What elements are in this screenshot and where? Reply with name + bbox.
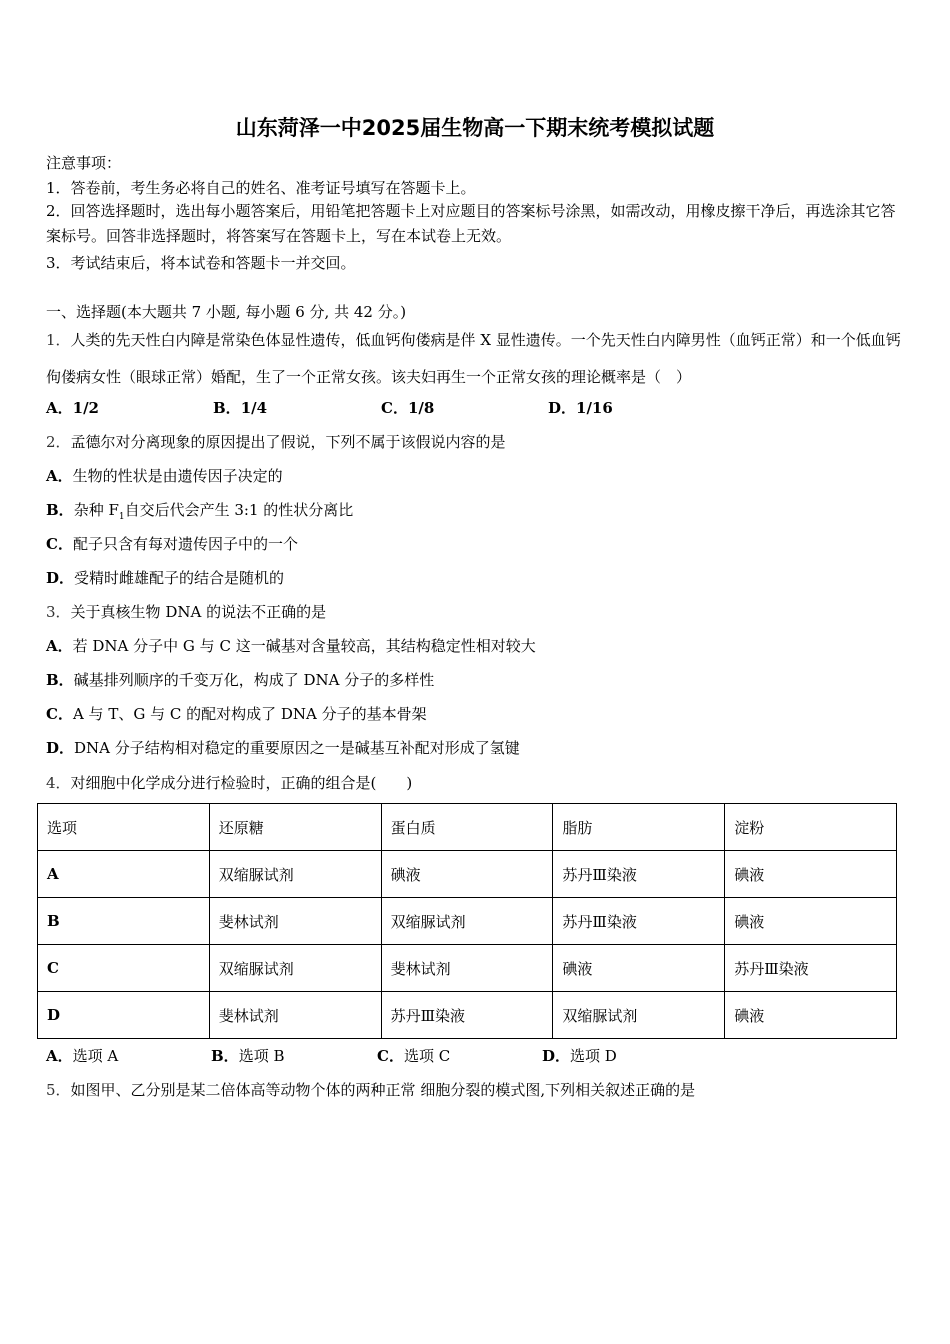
table-cell: 苏丹Ⅲ染液 xyxy=(381,992,553,1039)
table-row xyxy=(38,898,897,945)
table-cell: 碘液 xyxy=(381,851,553,898)
table-cell: 碘液 xyxy=(553,945,725,992)
notice-item-2: 2．回答选择题时，选出每小题答案后，用铅笔把答题卡上对应题目的答案标号涂黑，如需改动，用橡皮擦干净后，再选涂其它答案标号。回答非选择题时，将答案写在答题卡上，写在本试卷上无效。 xyxy=(46,202,896,245)
q4-option-b[interactable]: B．选项 B xyxy=(211,1047,285,1065)
q2-option-b[interactable]: B．杂种 $F_1$自交后代会产生 3:1 的性状分离比 xyxy=(46,501,354,522)
table-cell: 双缩脲试剂 xyxy=(209,945,381,992)
table-header-cell: 蛋白质 xyxy=(381,804,553,851)
question-number: 3． xyxy=(46,603,71,621)
table-row xyxy=(38,851,897,898)
table-cell: 苏丹Ⅲ染液 xyxy=(553,898,725,945)
table-cell: 碘液 xyxy=(725,898,897,945)
q4-option-d[interactable]: D．选项 D xyxy=(542,1047,617,1065)
q4-option-c[interactable]: C．选项 C xyxy=(377,1047,451,1065)
q2-option-d[interactable]: D．受精时雌雄配子的结合是随机的 xyxy=(46,569,285,587)
question-5 xyxy=(46,1080,695,1100)
table-cell: B xyxy=(38,898,210,945)
notice-item-3: 3．考试结束后，将本试卷和答题卡一并交回。 xyxy=(46,254,356,272)
q1-option-d[interactable]: D．1/16 xyxy=(548,399,613,417)
q4-option-a[interactable]: A．选项 A xyxy=(46,1047,119,1065)
table-cell: 斐林试剂 xyxy=(209,992,381,1039)
table-cell: 斐林试剂 xyxy=(381,945,553,992)
table-row xyxy=(38,945,897,992)
section-heading: 一、选择题(本大题共 7 小题, 每小题 6 分, 共 42 分。) xyxy=(46,303,407,321)
notice-item-1: 1．答卷前，考生务必将自己的姓名、准考证号填写在答题卡上。 xyxy=(46,179,476,197)
table-header-cell: 还原糖 xyxy=(209,804,381,851)
question-text: 孟德尔对分离现象的原因提出了假说，下列不属于该假说内容的是 xyxy=(70,433,506,451)
question-text: 如图甲、乙分别是某二倍体高等动物个体的两种正常 细胞分裂的模式图,下列相关叙述正确的是 xyxy=(70,1081,696,1099)
table-cell: D xyxy=(38,992,210,1039)
table-row xyxy=(38,992,897,1039)
table-cell: 苏丹Ⅲ染液 xyxy=(725,945,897,992)
table-cell: C xyxy=(38,945,210,992)
q3-option-a[interactable]: A．若 DNA 分子中 G 与 C 这一碱基对含量较高，其结构稳定性相对较大 xyxy=(46,637,536,655)
question-number: 5． xyxy=(46,1081,71,1099)
question-number: 4． xyxy=(46,774,71,792)
table-cell: 双缩脲试剂 xyxy=(209,851,381,898)
table-header-cell: 脂肪 xyxy=(553,804,725,851)
question-number: 1． xyxy=(46,331,71,349)
question-4 xyxy=(46,773,412,793)
question-text: 关于真核生物 DNA 的说法不正确的是 xyxy=(70,603,327,621)
question-text: 人类的先天性白内障是常染色体显性遗传，低血钙佝偻病是伴 X 显性遗传。一个先天性白内障男性（血钙正常）和一个低血钙佝偻病女性（眼球正常）婚配，生了一个正常女孩。该夫妇再生一个正常女孩的理论概率是（ ） xyxy=(46,331,901,386)
page-title: 山东菏泽一中2025届生物高一下期末统考模拟试题 xyxy=(235,116,715,140)
question-number: 2． xyxy=(46,433,71,451)
table-cell: 双缩脲试剂 xyxy=(381,898,553,945)
table-header-cell: 淀粉 xyxy=(725,804,897,851)
q3-option-d[interactable]: D．DNA 分子结构相对稳定的重要原因之一是碱基互补配对形成了氢键 xyxy=(46,739,520,757)
q1-option-c[interactable]: C．1/8 xyxy=(381,399,435,417)
table-cell: 斐林试剂 xyxy=(209,898,381,945)
q2-option-a[interactable]: A．生物的性状是由遗传因子决定的 xyxy=(46,467,283,485)
table-cell: 苏丹Ⅲ染液 xyxy=(553,851,725,898)
q3-option-c[interactable]: C．A 与 T、G 与 C 的配对构成了 DNA 分子的基本骨架 xyxy=(46,705,427,723)
question-2 xyxy=(46,432,506,452)
q3-option-b[interactable]: B．碱基排列顺序的千变万化，构成了 DNA 分子的多样性 xyxy=(46,671,435,689)
table-cell: A xyxy=(38,851,210,898)
table-header-row xyxy=(38,804,897,851)
table-header-cell: 选项 xyxy=(38,804,210,851)
table-cell: 碘液 xyxy=(725,992,897,1039)
table-cell: 双缩脲试剂 xyxy=(553,992,725,1039)
reagent-table xyxy=(37,803,897,1039)
question-text: 对细胞中化学成分进行检验时，正确的组合是( ) xyxy=(70,774,413,792)
table-cell: 碘液 xyxy=(725,851,897,898)
question-3 xyxy=(46,602,326,622)
q1-option-a[interactable]: A．1/2 xyxy=(46,399,99,417)
q1-option-b[interactable]: B．1/4 xyxy=(213,399,268,417)
q2-option-c[interactable]: C．配子只含有每对遗传因子中的一个 xyxy=(46,535,298,553)
question-1 xyxy=(46,322,906,396)
notice-heading: 注意事项： xyxy=(46,154,122,172)
